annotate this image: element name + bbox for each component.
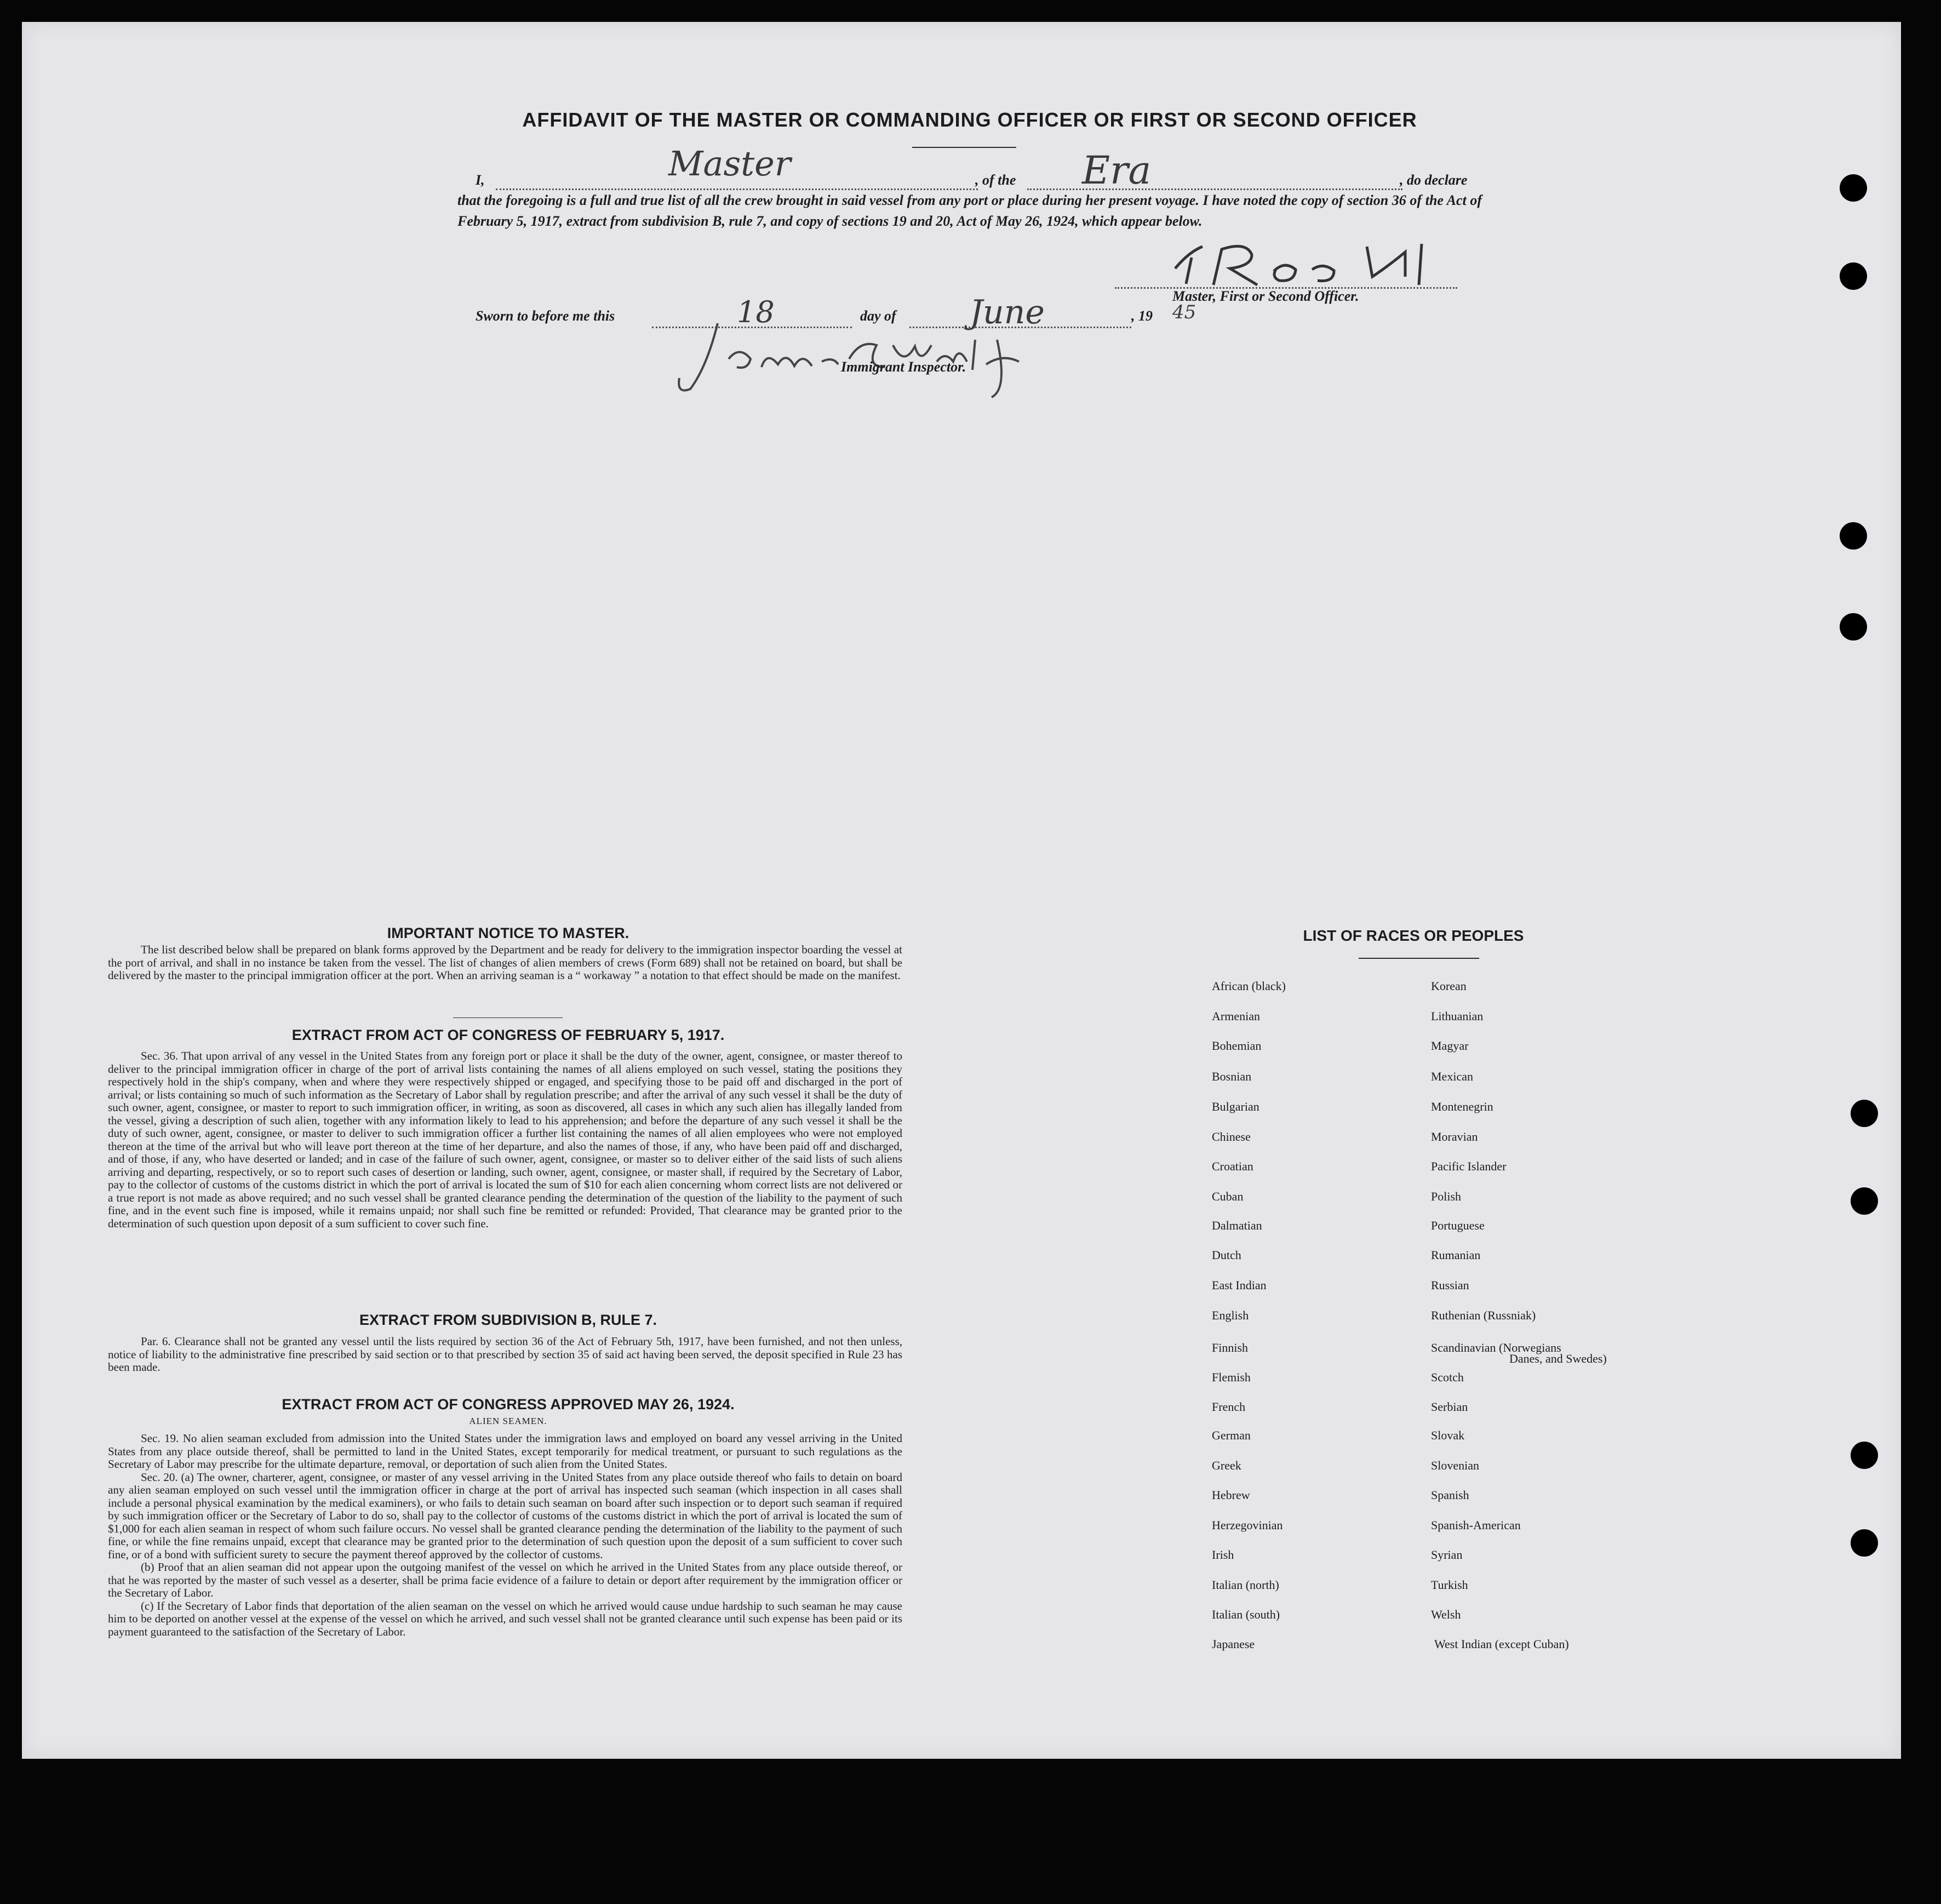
inspector-caption: Immigrant Inspector. [841,359,966,375]
race-item: Serbian [1431,1400,1468,1414]
race-item: Mexican [1431,1070,1473,1083]
section-20c-paragraph: (c) If the Secretary of Labor finds that deportation of the alien seaman on the vessel on which he arrived would cause undue hardship to such seaman he may cause him to be deported on another vessel at the expense of the vessel on which he arrived, and such vessel shall not be granted clearance until such expense has been paid or its payment guaranteed to the satisfaction of the Secretary of Labor. [108,1599,902,1638]
race-item: Welsh [1431,1608,1461,1621]
punch-hole [1840,613,1867,641]
officer-signature-caption: Master, First or Second Officer. [1172,288,1359,304]
race-item: Bulgarian [1212,1100,1259,1113]
races-title-underline [1359,958,1479,959]
section-19-paragraph: Sec. 19. No alien seaman excluded from admission into the United States under the immigration laws and employed on board any vessel arriving in the United States from any place outside thereof, shall be permitted to land in the United States, except temporarily for medical treatment, or pursuant to such regulations as the Secretary of Labor may prescribe for the ultimate departure, removal, or deportation of such alien from the United States. [108,1432,902,1471]
race-item: Pacific Islander [1431,1159,1507,1173]
race-item: African (black) [1212,979,1286,993]
race-item: Italian (south) [1212,1608,1280,1621]
extract-1924-text [108,1432,902,1638]
punch-hole [1840,174,1867,202]
punch-hole [1840,262,1867,290]
race-item: Flemish [1212,1370,1251,1384]
race-item: Hebrew [1212,1488,1250,1502]
race-item: Dalmatian [1212,1219,1262,1232]
race-item: Scandinavian (Norwegians [1431,1341,1561,1354]
day-handwritten-value: 18 [737,295,775,329]
race-item: East Indian [1212,1278,1267,1292]
race-item: English [1212,1308,1249,1322]
race-item: Montenegrin [1431,1100,1493,1113]
month-handwritten-value: June [970,293,1045,331]
race-item: French [1212,1400,1246,1414]
race-item: Korean [1431,979,1467,993]
punch-hole [1851,1529,1878,1557]
extract-rule7-title: EXTRACT FROM SUBDIVISION B, RULE 7. [359,1312,657,1328]
section-36-paragraph: Sec. 36. That upon arrival of any vessel in the United States from any foreign port or place it shall be the duty of the owner, agent, consignee, or master thereof to deliver to the principal immigration officer in charge of the port of arrival lists containing the names of all aliens employed on such vessel, stating the positions they respectively hold in the ship's company, when and where they were respectively shipped or engaged, and specifying those to be paid off and discharged in the port of arrival; or lists containing so much of such information as the Secretary of Labor shall by regulation prescribe; and after the arrival of any such vessel it shall be the duty of such owner, agent, consignee, or master to report to such immigration officer, in writing, as soon as discovered, all cases in which any such alien has illegally landed from the vessel, giving a description of such alien, together with any information likely to lead to his apprehension; and before the departure of any such vessel it shall be the duty of such owner, agent, consignee, or master to deliver to such immigration officer a further list containing the names of all alien employees who were not employed thereon at the time of the arrival but who will leave port thereon at the time of her departure, and also the names of those, if any, who have been paid off and discharged, and of those, if any, who have deserted or landed; and in case of the failure of such owner, agent, consignee, or master so to deliver either of the said lists of such aliens arriving and departing, respectively, or so to report such cases of desertion or landing, such owner, agent, consignee, or master shall, if required by the Secretary of Labor, pay to the collector of customs of the customs district in which the port of arrival is located the sum of $10 for each alien concerning whom correct lists are not delivered or a true report is not made as above required; and no such vessel shall be granted clearance pending the determination of the question of the liability to the payment of such fine, and in the event such fine is imposed, while it remains unpaid; nor shall such fine be remitted or refunded: Provided, That clearance may be granted prior to the determination of such question upon deposit of a sum sufficient to cover such fine. [108,1049,902,1230]
race-item: Herzegovinian [1212,1518,1283,1532]
race-item: Scotch [1431,1370,1464,1384]
sworn-label: Sworn to before me this [476,308,615,324]
day-of-label: day of [860,308,896,324]
race-item: Russian [1431,1278,1469,1292]
master-handwritten-value: Master [668,144,791,184]
paragraph-6: Par. 6. Clearance shall not be granted any vessel until the lists required by section 36 of the Act of February 5th, 1917, have been furnished, and not then unless, notice of liability to the administrative fine prescribed by said section or to that prescribed by section 35 of said act having been served, the deposit specified in Rule 23 has been made. [108,1335,902,1374]
extract-1924-subtitle: ALIEN SEAMEN. [469,1416,547,1426]
vessel-handwritten-value: Era [1082,148,1152,193]
race-item: Bosnian [1212,1070,1252,1083]
race-item: Armenian [1212,1009,1260,1023]
race-item: Spanish-American [1431,1518,1521,1532]
race-item: Rumanian [1431,1248,1481,1262]
race-item: Chinese [1212,1130,1251,1143]
extract-rule7-text [108,1335,902,1374]
race-item: Japanese [1212,1637,1255,1651]
race-item: Irish [1212,1548,1234,1562]
race-item: Turkish [1431,1578,1468,1592]
punch-hole [1851,1442,1878,1469]
race-item: Slovenian [1431,1459,1479,1472]
race-item: Slovak [1431,1428,1465,1442]
race-item: Greek [1212,1459,1241,1472]
race-item: Dutch [1212,1248,1241,1262]
section-20a-paragraph: Sec. 20. (a) The owner, charterer, agent, consignee, or master of any vessel arriving in the United States from any place outside thereof who fails to detain on board any alien seaman employed on such vessel until the immigration officer in charge at the port of arrival has inspected such seaman (which inspection in all cases shall include a personal physical examination by the medical examiners), or who fails to detain such seaman on board after such inspection or to deport such seaman if required by such immigration officer or the Secretary of Labor to do so, shall pay to the collector of customs of the customs district in which the port of arrival is located the sum of $1,000 for each alien seaman in respect of whom such failure occurs. No vessel shall be granted clearance pending the determination of the liability to the payment of such fine, or while the fine remains unpaid, except that clearance may be granted prior to the determination of such question upon the deposit of a sum sufficient to cover such fine, or of a bond with sufficient surety to secure the payment thereof approved by the collector of customs. [108,1470,902,1561]
race-item: Finnish [1212,1341,1249,1354]
races-title: LIST OF RACES OR PEOPLES [1303,927,1524,944]
year-prefix-label: , 19 [1131,308,1153,324]
race-item: Moravian [1431,1130,1478,1143]
notice-paragraph: The list described below shall be prepared on blank forms approved by the Department and be ready for delivery to the immigration inspector boarding the vessel at the port of arrival, and shall in no instance be taken from the vessel. The list of changes of alien members of crews (Form 689) shall not be retained on board, but shall be delivered by the master to the principal immigration officer at the port. When an arriving seaman is a “ workaway ” a notation to that effect should be made on the manifest. [108,943,902,982]
notice-text [108,944,902,982]
section-divider [453,1017,563,1018]
do-declare-label: , do declare [1400,172,1468,188]
title-divider [912,147,1016,148]
extract-1924-title: EXTRACT FROM ACT OF CONGRESS APPROVED MAY 26, 1924. [282,1396,735,1413]
master-field[interactable] [496,186,978,190]
race-item: Italian (north) [1212,1578,1279,1592]
section-20b-paragraph: (b) Proof that an alien seaman did not appear upon the outgoing manifest of the vessel on which he arrived in the United States from any place outside thereof, or that he was reported by the master of such vessel as a deserter, shall be prima facie evidence of a failure to detain or deport after requirement by the immigration officer or the Secretary of Labor. [108,1560,902,1599]
officer-signature [1170,236,1465,290]
race-item: Lithuanian [1431,1009,1484,1023]
race-item: Portuguese [1431,1219,1485,1232]
punch-hole [1840,522,1867,550]
race-item: Ruthenian (Russniak) [1431,1308,1536,1322]
affidavit-title: AFFIDAVIT OF THE MASTER OR COMMANDING OFFICER OR FIRST OR SECOND OFFICER [522,108,1417,131]
inspector-signature [668,307,1063,400]
extract-1917-text [108,1050,902,1230]
race-item: Spanish [1431,1488,1469,1502]
race-item: West Indian (except Cuban) [1434,1637,1569,1651]
race-item: Cuban [1212,1190,1244,1203]
race-item: Magyar [1431,1039,1469,1053]
race-item: Polish [1431,1190,1462,1203]
punch-hole [1851,1100,1878,1127]
punch-hole [1851,1187,1878,1215]
of-the-label: , of the [975,172,1016,188]
race-item: Croatian [1212,1159,1253,1173]
declaration-text: that the foregoing is a full and true list of all the crew brought in said vessel from any port or place during her present voyage. I have noted the copy of section 36 of the Act of February 5, 1917, extract from subdivision B, rule 7, and copy of sections 19 and 20, Act of May 26, 1924, which appear below. [457,192,1482,229]
race-item: Syrian [1431,1548,1463,1562]
race-item: German [1212,1428,1251,1442]
i-label: I, [476,172,485,188]
year-handwritten-value: 45 [1172,301,1196,323]
race-item: Bohemian [1212,1039,1262,1053]
race-item-continuation: Danes, and Swedes) [1509,1352,1607,1365]
extract-1917-title: EXTRACT FROM ACT OF CONGRESS OF FEBRUARY 5, 1917. [291,1027,725,1043]
notice-title: IMPORTANT NOTICE TO MASTER. [387,925,629,941]
